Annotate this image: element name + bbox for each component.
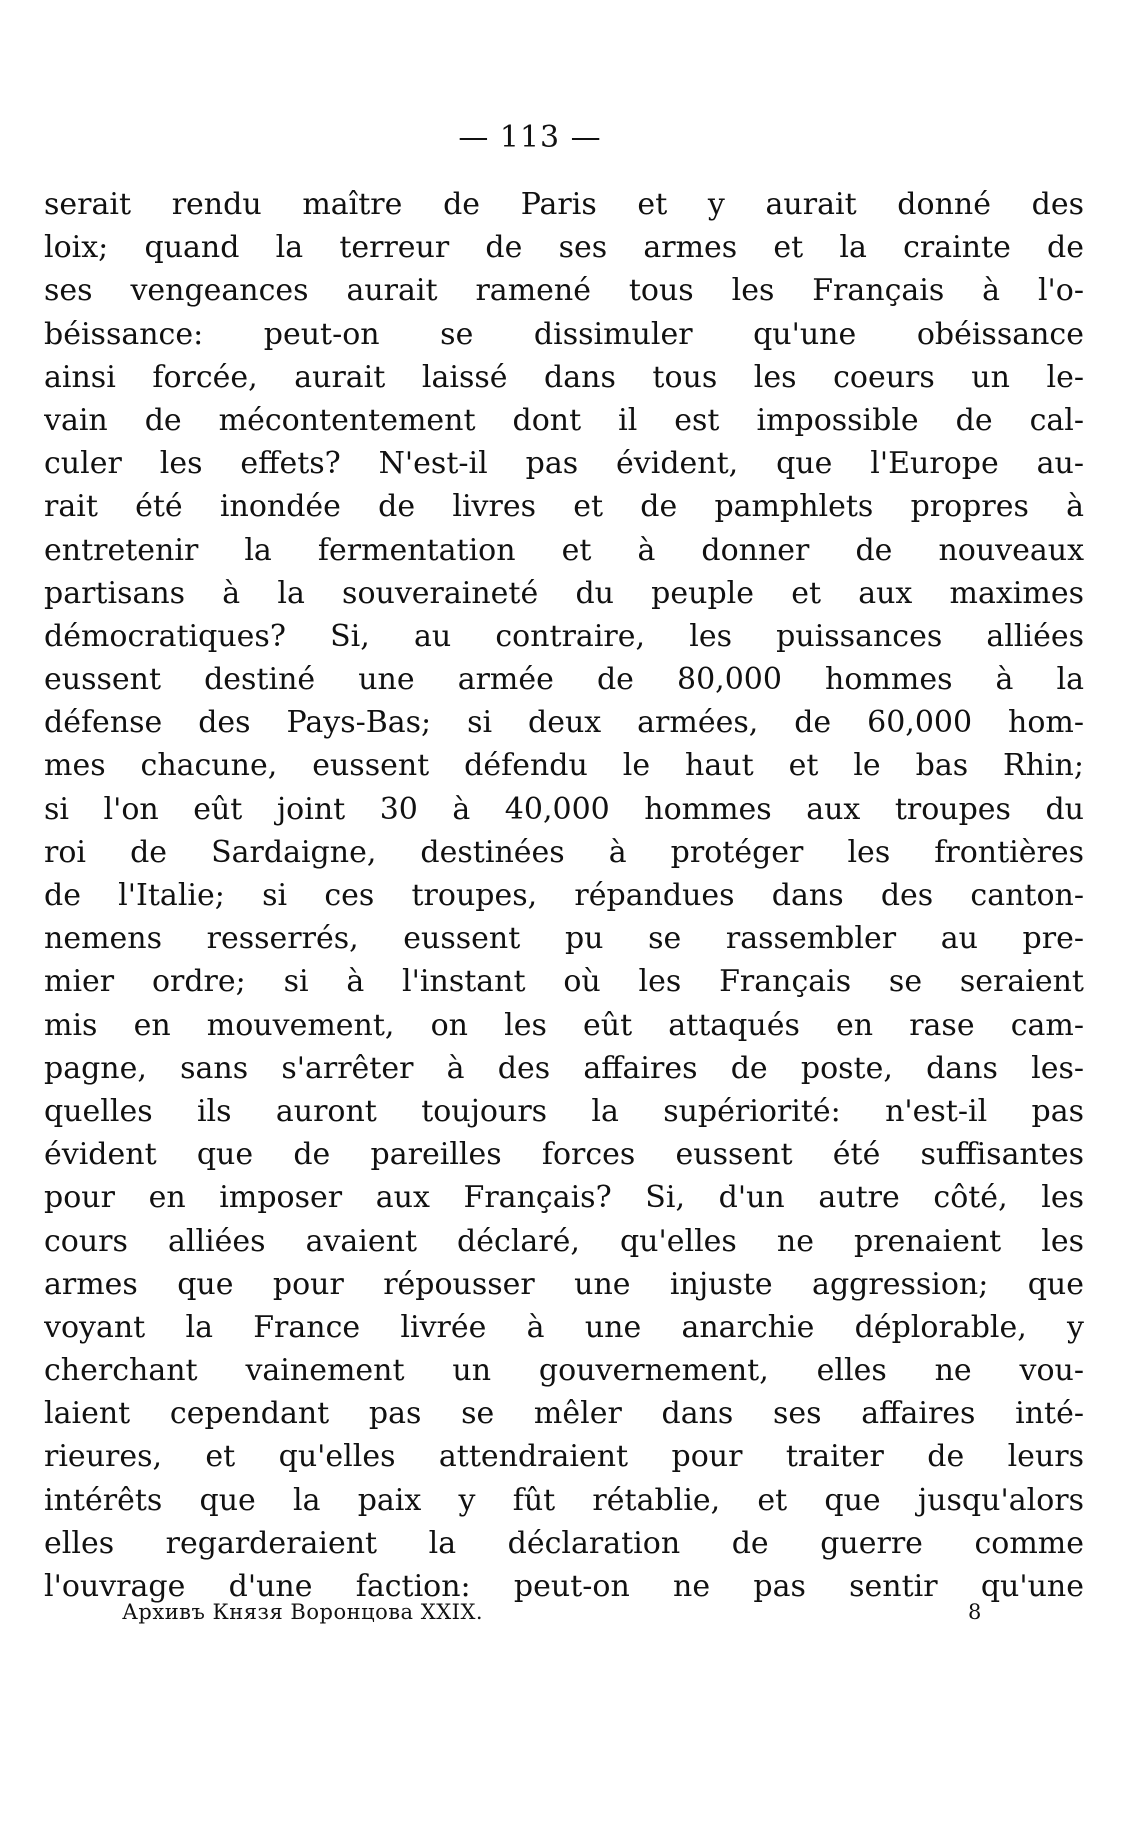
text-line: si l'on eût joint 30 à 40,000 hommes aux troupes du <box>44 791 1084 827</box>
text-line: ses vengeances aurait ramené tous les Français à l'o- <box>44 273 1084 309</box>
text-line: culer les effets? N'est-il pas évident, que l'Europe au- <box>44 446 1084 482</box>
text-line: rait été inondée de livres et de pamphlets propres à <box>44 489 1084 525</box>
text-line: défense des Pays-Bas; si deux armées, de 60,000 hom- <box>44 705 1084 741</box>
text-line: cours alliées avaient déclaré, qu'elles ne prenaient les <box>44 1223 1084 1259</box>
text-line: vain de mécontentement dont il est impossible de cal- <box>44 402 1084 438</box>
page-number: — 113 — <box>458 120 602 155</box>
text-line: mis en mouvement, on les eût attaqués en rase cam- <box>44 1007 1084 1043</box>
text-line: intérêts que la paix y fût rétablie, et que jusqu'alors <box>44 1482 1084 1518</box>
text-line: nemens resserrés, eussent pu se rassembler au pre- <box>44 921 1084 957</box>
body-text <box>44 183 1084 1608</box>
text-line: quelles ils auront toujours la supériorité: n'est-il pas <box>44 1093 1084 1129</box>
text-line: de l'Italie; si ces troupes, répandues dans des canton- <box>44 878 1084 913</box>
text-line: roi de Sardaigne, destinées à protéger les frontières <box>44 834 1084 870</box>
text-line: laient cependant pas se mêler dans ses affaires inté- <box>44 1396 1084 1432</box>
text-line: partisans à la souveraineté du peuple et aux maximes <box>44 575 1084 611</box>
text-line: voyant la France livrée à une anarchie déplorable, y <box>44 1309 1084 1345</box>
text-line: l'ouvrage d'une faction: peut-on ne pas sentir qu'une <box>44 1569 1084 1604</box>
text-line: rieures, et qu'elles attendraient pour traiter de leurs <box>44 1439 1084 1475</box>
text-line: évident que de pareilles forces eussent été suffisantes <box>44 1137 1084 1173</box>
text-line: pagne, sans s'arrêter à des affaires de poste, dans les- <box>44 1050 1084 1086</box>
signature-mark: 8 <box>968 1600 982 1624</box>
text-line: ainsi forcée, aurait laissé dans tous les coeurs un le- <box>44 359 1084 395</box>
text-line: armes que pour répousser une injuste aggression; que <box>44 1266 1084 1302</box>
text-line: serait rendu maître de Paris et y aurait donné des <box>44 187 1084 222</box>
text-line: entretenir la fermentation et à donner de nouveaux <box>44 532 1084 568</box>
archive-title: Архивъ Князя Воронцова XXIX. <box>122 1600 484 1624</box>
text-line: béissance: peut-on se dissimuler qu'une obéissance <box>44 316 1084 352</box>
text-line: loix; quand la terreur de ses armes et la crainte de <box>44 230 1084 266</box>
text-line: eussent destiné une armée de 80,000 hommes à la <box>44 662 1084 698</box>
text-line: démocratiques? Si, au contraire, les puissances alliées <box>44 618 1084 654</box>
text-line: pour en imposer aux Français? Si, d'un autre côté, les <box>44 1180 1084 1216</box>
page-footer <box>122 1600 982 1624</box>
text-line: elles regarderaient la déclaration de guerre comme <box>44 1525 1084 1561</box>
text-line: mes chacune, eussent défendu le haut et le bas Rhin; <box>44 748 1084 784</box>
text-line: mier ordre; si à l'instant où les Français se seraient <box>44 964 1084 1000</box>
text-line: cherchant vainement un gouvernement, elles ne vou- <box>44 1353 1084 1389</box>
